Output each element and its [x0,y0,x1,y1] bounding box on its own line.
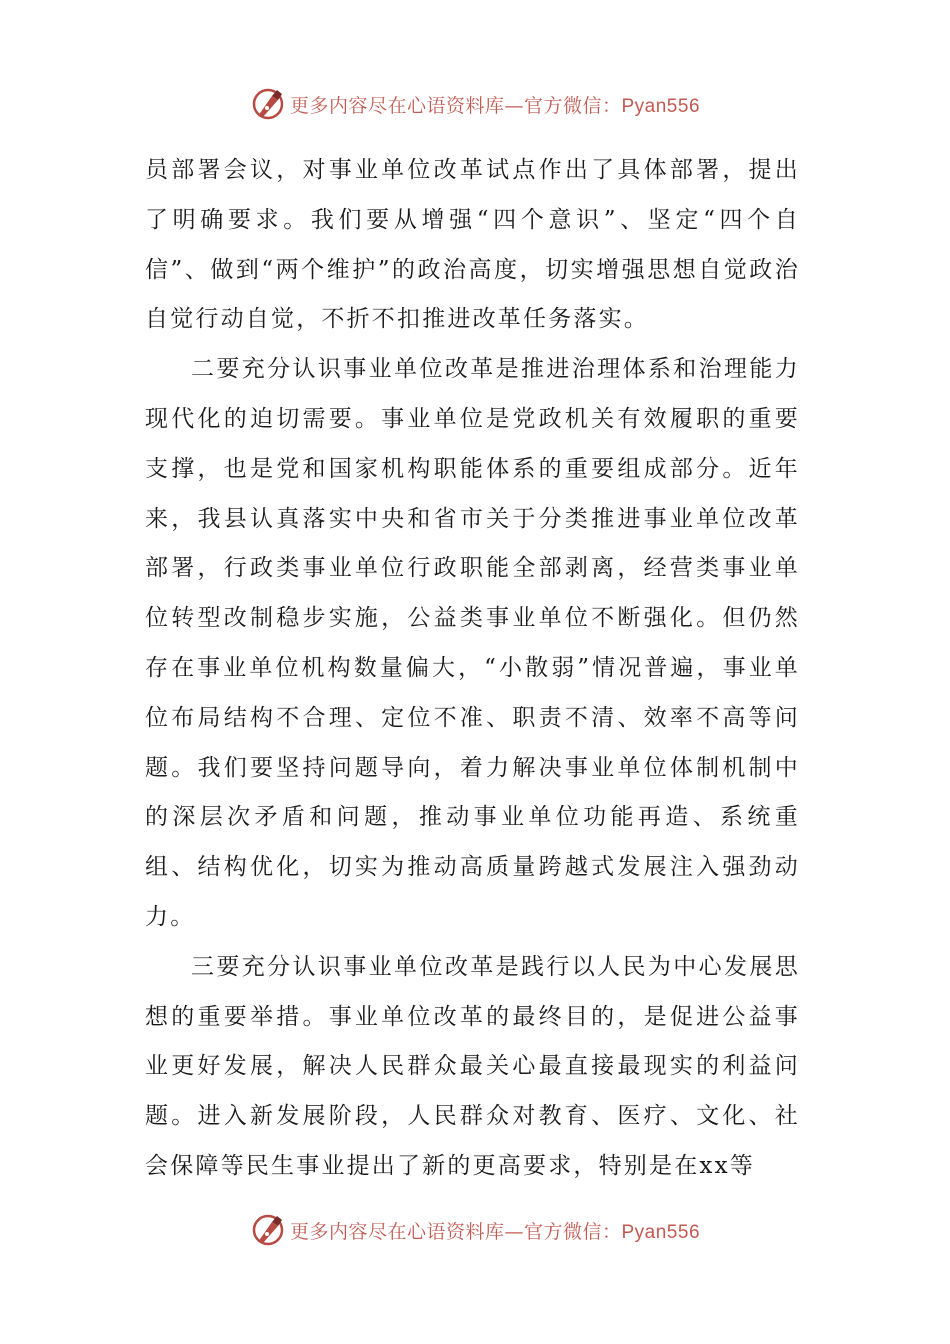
pen-nib-circle-icon [250,86,286,122]
paragraph-3: 三要充分认识事业单位改革是践行以人民为中心发展思想的重要举措。事业单位改革的最终目的，是促进公益事业更好发展，解决人民群众最关心最直接最现实的利益问题。进入新发展阶段，人民群众对教育、医疗、文化、社会保障等民生事业提出了新的更高要求，特别是在xx等 [145,953,800,1179]
watermark-handle: Pyan556 [621,1221,701,1243]
document-body [145,146,800,1192]
paragraph-2: 二要充分认识事业单位改革是推进治理体系和治理能力现代化的迫切需要。事业单位是党政机关有效履职的重要支撑，也是党和国家机构职能体系的重要组成部分。近年来，我县认真落实中央和省市关于分类推进事业单位改革部署，行政类事业单位行政职能全部剥离，经营类事业单位转型改制稳步实施，公益类事业单位不断强化。但仍然存在事业单位机构数量偏大，“小散弱”情况普遍，事业单位布局结构不合理、定位不准、职责不清、效率不高等问题。我们要坚持问题导向，着力解决事业单位体制机制中的深层次矛盾和问题，推动事业单位功能再造、系统重组、结构优化，切实为推动高质量跨越式发展注入强劲动力。 [145,356,800,930]
pen-nib-circle-icon [250,1212,286,1248]
watermark-handle: Pyan556 [621,95,701,117]
footer-watermark [0,1210,950,1250]
watermark-text: 更多内容尽在心语资料库—官方微信： [289,94,622,117]
paragraph-1: 员部署会议，对事业单位改革试点作出了具体部署，提出了明确要求。我们要从增强“四个意识”、坚定“四个自信”、做到“两个维护”的政治高度，切实增强思想自觉政治自觉行动自觉，不折不扣推进改革任务落实。 [145,157,800,333]
header-watermark [0,84,950,124]
watermark-text: 更多内容尽在心语资料库—官方微信： [289,1220,622,1243]
